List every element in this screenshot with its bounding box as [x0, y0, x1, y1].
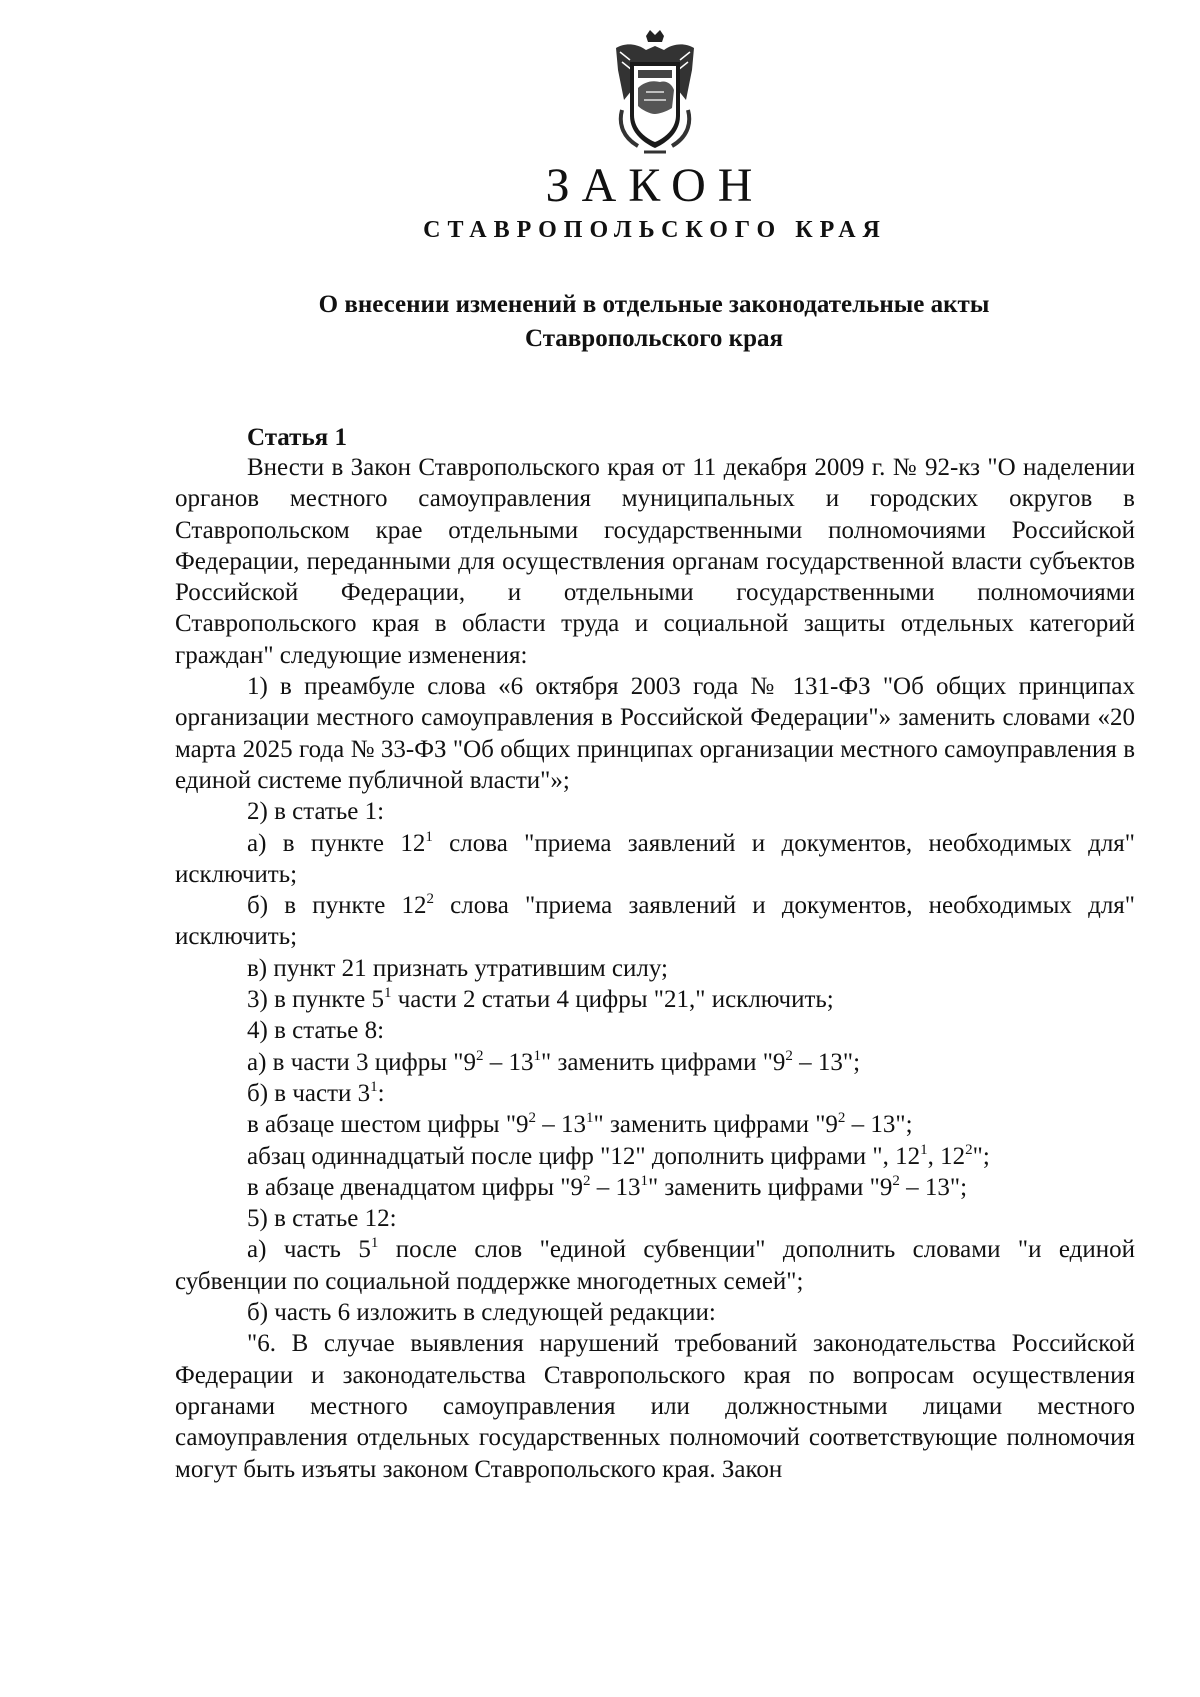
item-2a: а) в пункте $12^1$ слова "приема заявлений и документов, необходимых для" исключить;: [175, 828, 1135, 888]
item-5b: б) часть 6 изложить в следующей редакции:: [247, 1299, 716, 1327]
coat-of-arms-icon: [608, 30, 702, 155]
paragraph-11: абзац одиннадцатый после цифр "12" дополнить цифрами ", $12^1$, $12^2$";: [247, 1141, 990, 1170]
article-title: Статья 1: [247, 424, 347, 451]
item-2b: б) в пункте $12^2$ слова "приема заявлений и документов, необходимых для" исключить;: [175, 891, 1136, 951]
article-intro: Внести в Закон Ставропольского края от 11 декабря 2009 г. № 92-кз "О наделении органов местного самоуправления муниципальных и городских округов в Ставропольском крае отдельными государственными полномочиями Российской Федерации, переданными для осуществления органам государственной власти субъектов Российской Федерации, и отдельными государственными полномочиями Ставропольского края в области труда и социальной защиты отдельных категорий граждан" следующие изменения:: [175, 454, 1135, 669]
item-4: 4) в статье 8:: [247, 1017, 385, 1045]
quoted-part-6: "6. В случае выявления нарушений требований законодательства Российской Федерации и законодательства Ставропольского края по вопросам осуществления органами местного самоуправления или должностными лицами местного самоуправления отдельных государственных полномочий соответствующие полномочия могут быть изъяты законом Ставропольского края. Закон: [175, 1330, 1135, 1483]
item-2: 2) в статье 1:: [247, 798, 385, 826]
item-5: 5) в статье 12:: [247, 1205, 397, 1233]
paragraph-12: в абзаце двенадцатом цифры "$9^2 - 13^1$" заменить цифрами "$9^2 - 13$";: [247, 1172, 968, 1201]
paragraph-6: в абзаце шестом цифры "$9^2 - 13^1$" заменить цифрами "$9^2 - 13$";: [247, 1110, 913, 1139]
article-body: [175, 452, 1135, 1485]
item-2v: в) пункт 21 признать утратившим силу;: [247, 954, 668, 982]
heading-line-1: О внесении изменений в отдельные законодательные акты: [318, 291, 990, 318]
item-4a: а) в части 3 цифры "$9^2 - 13^1$" заменить цифрами "$9^2 - 13$";: [247, 1047, 861, 1076]
item-1: 1) в преамбуле слова «6 октября 2003 года № 131-ФЗ "Об общих принципах организации местного самоуправления в Российской Федерации"» заменить словами «20 марта 2025 года № 33-ФЗ "Об общих принципах организации местного самоуправления в единой системе публичной власти"»;: [175, 673, 1135, 794]
document-title: ЗАКОН: [545, 159, 765, 212]
item-5a: а) часть $5^1$ после слов "единой субвенции" дополнить словами "и единой субвенции по социальной поддержке многодетных семей";: [175, 1235, 1136, 1295]
item-3: 3) в пункте $5^1$ части 2 статьи 4 цифры "21," исключить;: [247, 985, 834, 1014]
law-heading: [250, 288, 1058, 356]
heading-line-2: Ставропольского края: [524, 325, 784, 352]
item-4b: б) в части $3^1$:: [247, 1078, 385, 1107]
document-subtitle: СТАВРОПОЛЬСКОГО КРАЯ: [423, 217, 887, 243]
